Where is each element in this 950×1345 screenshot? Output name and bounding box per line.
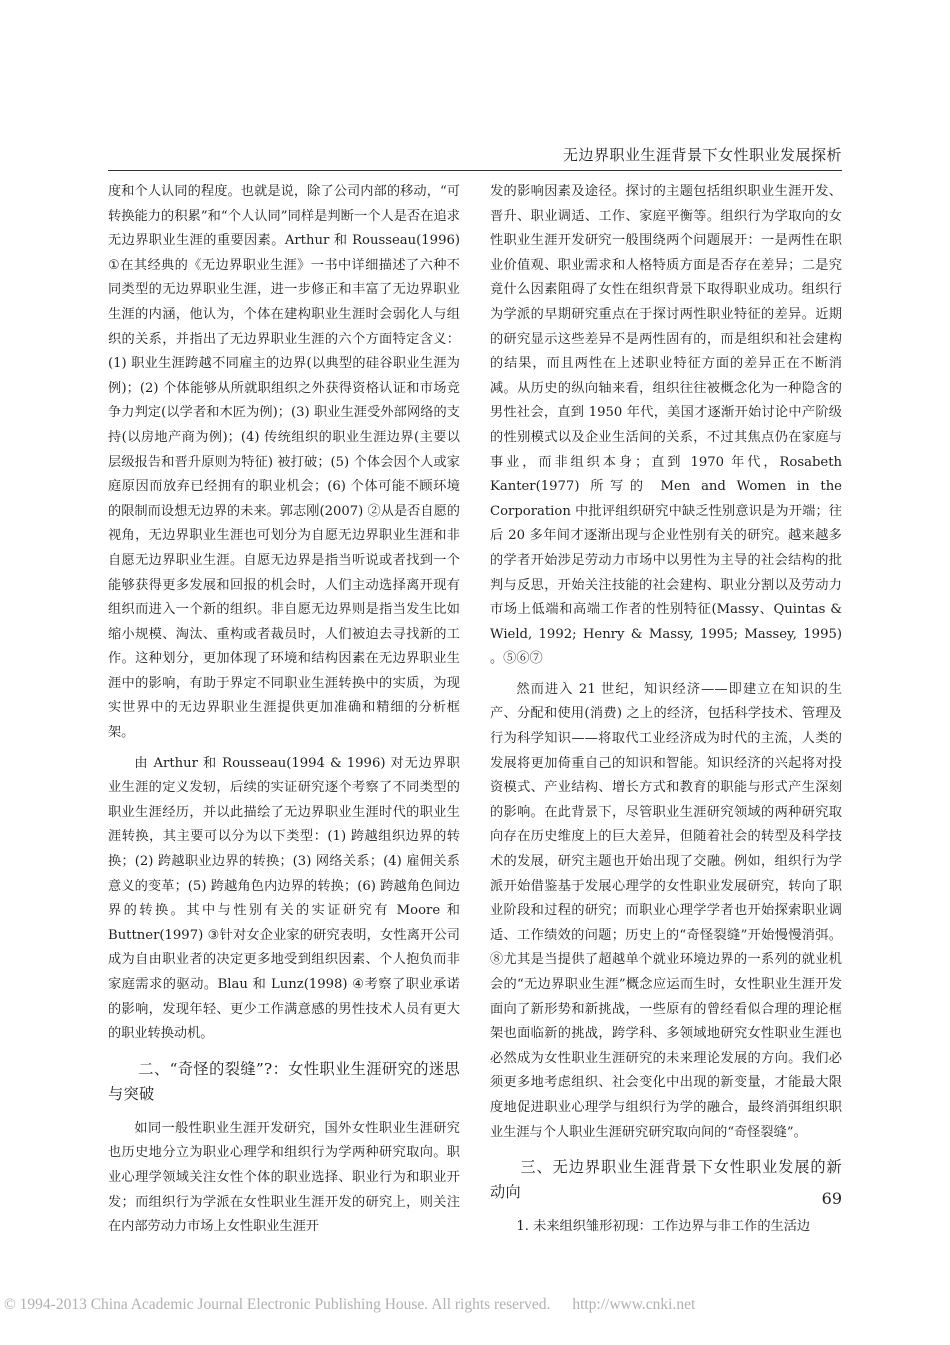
section-2-heading: 二、“奇怪的裂缝”?：女性职业生涯研究的迷思与突破: [108, 1059, 460, 1103]
left-paragraph-2: 由 Arthur 和 Rousseau(1994 & 1996) 对无边界职业生涯的定义发轫，后续的实证研究逐个考察了不同类型的职业生涯经历，并以此描绘了无边界职业生涯时代的职业生涯转换，其主要可以分为以下类型：(1) 跨越组织边界的转换；(2) 跨越职业边界的转换；(3) 网络关系；(4) 雇佣关系意义的变革；(5) 跨越角色内边界的转换；(6) 跨越角色间边界的转换。其中与性别有关的实证研究有 Moore 和 Buttner(1997) ③针对女企业家的研究表明，女性离开公司成为自由职业者的决定更多地受到组织因素、个人抱负而非家庭需求的驱动。Blau 和 Lunz(1998) ④考察了职业承诺的影响，发现年轻、更少工作满意感的男性技术人员有更大的职业转换动机。: [108, 755, 460, 1042]
right-paragraph-1: 发的影响因素及途径。探讨的主题包括组织职业生涯开发、晋升、职业调适、工作、家庭平衡等。组织行为学取向的女性职业生涯开发研究一般围绕两个问题展开：一是两性在职业价值观、职业需求和人格特质方面是否存在差异；二是究竟什么因素阻碍了女性在组织背景下取得职业成功。组织行为学派的早期研究重点在于探讨两性职业特征的差异。近期的研究显示这些差异不是两性固有的，而是组织和社会建构的结果，而且两性在上述职业特征方面的差异正在不断消减。从历史的纵向轴来看，组织往往被概念化为一种隐含的男性社会，直到 1950 年代，美国才逐渐开始讨论中产阶级的性别模式以及企业生活间的关系，不过其焦点仍在家庭与事业，而非组织本身；直到 1970 年代，Rosabeth Kanter(1977) 所写的 Men and Women in the Corporation 中批评组织研究中缺乏性别意识是为开端；往后 20 多年间才逐渐出现与企业性别有关的研究。越来越多的学者开始涉足劳动力市场中以男性为主导的社会结构的批判与反思，开始关注技能的社会建构、职业分割以及劳动力市场上低端和高端工作者的性别特征(Massy、Quintas & Wield, 1992; Henry & Massy, 1995; Massey, 1995) 。⑤⑥⑦: [490, 184, 842, 667]
subsection-1-heading: 1. 未来组织雏形初现：工作边界与非工作的生活边: [516, 1219, 811, 1235]
section-3-heading: 三、无边界职业生涯背景下女性职业发展的新动向: [490, 1158, 842, 1202]
header-rule: [108, 170, 842, 171]
cnki-url[interactable]: http://www.cnki.net: [572, 1296, 696, 1313]
right-paragraph-2: 然而进入 21 世纪，知识经济——即建立在知识的生产、分配和使用(消费) 之上的经济，包括科学技术、管理及行为科学知识——将取代工业经济成为时代的主流，人类的发展将更加倚重自己的知识和智能。知识经济的兴起将对投资模式、产业结构、增长方式和教育的职能与形式产生深刻的影响。在此背景下，尽管职业生涯研究领域的两种研究取向存在历史维度上的巨大差异，但随着社会的转型及科学技术的发展，研究主题也开始出现了交融。例如，组织行为学派开始借鉴基于发展心理学的女性职业发展研究，转向了职业阶段和过程的研究；而职业心理学学者也开始探索职业调适、工作绩效的问题；历史上的“奇怪裂缝”开始慢慢消弭。⑧尤其是当提供了超越单个就业环境边界的一系列的就业机会的“无边界职业生涯”概念应运而生时，女性职业生涯开发面向了新形势和新挑战，一些原有的曾经看似合理的理论框架也面临新的挑战，跨学科、多领域地研究女性职业生涯也必然成为女性职业生涯研究的未来理论发展的方向。我们必须更多地考虑组织、社会变化中出现的新变量，才能最大限度地促进职业心理学与组织行为学的融合，最终消弭组织职业生涯与个人职业生涯研究研究取向间的“奇怪裂缝”。: [490, 681, 842, 1140]
copyright-text: © 1994-2013 China Academic Journal Electronic Publishing House. All rights reserved.: [4, 1296, 551, 1313]
left-column: [108, 180, 460, 1240]
running-header: 无边界职业生涯背景下女性职业发展探析: [562, 146, 842, 164]
right-column: [490, 180, 842, 1240]
left-paragraph-3: 如同一般性职业生涯开发研究，国外女性职业生涯研究也历史地分立为职业心理学和组织行为学两种研究取向。职业心理学领域关注女性个体的职业选择、职业行为和职业开发；而组织行为学派在女性职业生涯开发的研究上，则关注在内部劳动力市场上女性职业生涯开: [108, 1120, 460, 1235]
copyright-watermark: [4, 1296, 944, 1314]
page-number: 69: [821, 1189, 842, 1208]
left-paragraph-1: 度和个人认同的程度。也就是说，除了公司内部的移动，“可转换能力的积累”和“个人认同”同样是判断一个人是否在追求无边界职业生涯的重要因素。Arthur 和 Rousseau(1996) ①在其经典的《无边界职业生涯》一书中详细描述了六种不同类型的无边界职业生涯，进一步修正和丰富了无边界职业生涯的内涵，他认为，个体在建构职业生涯时会弱化人与组织的关系，并指出了无边界职业生涯的六个方面特定含义：(1) 职业生涯跨越不同雇主的边界(以典型的硅谷职业生涯为例)；(2) 个体能够从所就职组织之外获得资格认证和市场竞争力判定(以学者和木匠为例)；(3) 职业生涯受外部网络的支持(以房地产商为例)；(4) 传统组织的职业生涯边界(主要以层级报告和晋升原则为特征) 被打破；(5) 个体会因个人或家庭原因而放弃已经拥有的职业机会；(6) 个体可能不顾环境的限制而设想无边界的未来。郭志刚(2007) ②从是否自愿的视角，无边界职业生涯也可划分为自愿无边界职业生涯和非自愿无边界职业生涯。自愿无边界是指当听说或者找到一个能够获得更多发展和回报的机会时，人们主动选择离开现有组织而进入一个新的组织。非自愿无边界则是指当发生比如缩小规模、淘汰、重构或者裁员时，人们被迫去寻找新的工作。这种划分，更加体现了环境和结构因素在无边界职业生涯中的影响，有助于界定不同职业生涯转换中的实质，为现实世界中的无边界职业生涯提供更加准确和精细的分析框架。: [108, 184, 460, 741]
